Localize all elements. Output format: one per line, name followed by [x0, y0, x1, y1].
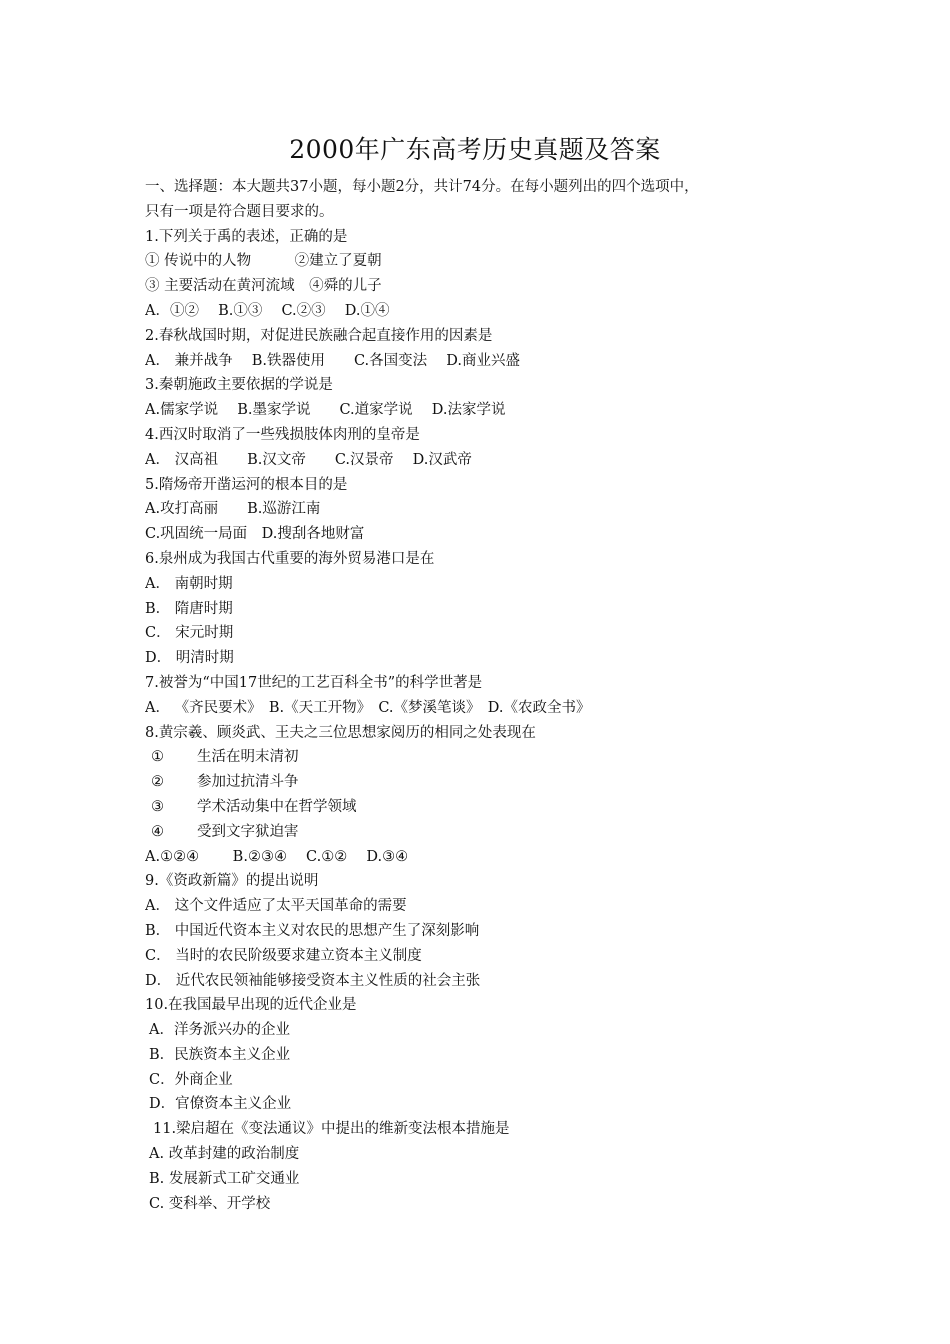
answer-options: C.巩固统一局面 D.搜刮各地财富	[145, 526, 365, 543]
question-stem: 8.黄宗羲、顾炎武、王夫之三位思想家阅历的相同之处表现在	[145, 724, 536, 741]
question-stem: 9.《资政新篇》的提出说明	[145, 873, 319, 890]
intro-line: 只有一项是符合题目要求的。	[145, 203, 334, 220]
question-stem: 1.下列关于禹的表述，正确的是	[145, 228, 348, 245]
answer-option: D．官僚资本主义企业	[149, 1096, 292, 1113]
question-stem: 6.泉州成为我国古代重要的海外贸易港口是在	[145, 550, 435, 567]
answer-option: A. 改革封建的政治制度	[149, 1146, 300, 1163]
answer-options: A.①②④ B.②③④ C.①② D.③④	[145, 848, 409, 865]
answer-option: B．民族资本主义企业	[149, 1046, 291, 1063]
answer-options: A．①② B.①③ C.②③ D.①④	[145, 302, 390, 319]
answer-option: D． 明清时期	[145, 650, 234, 667]
answer-options: A.攻打高丽 B.巡游江南	[145, 501, 321, 518]
answer-option: C. 变科举、开学校	[149, 1195, 271, 1212]
question-item	[145, 795, 815, 820]
intro-line: 一、选择题：本大题共37小题，每小题2分，共计74分。在每小题列出的四个选项中，	[145, 179, 699, 195]
question-item: ③ 主要活动在黄河流域 ④舜的儿子	[145, 278, 382, 295]
answer-option: A．洋务派兴办的企业	[149, 1022, 290, 1039]
answer-option: B． 中国近代资本主义对农民的思想产生了深刻影响	[145, 922, 480, 939]
answer-option: A． 这个文件适应了太平天国革命的需要	[145, 898, 407, 915]
item-number: ②	[151, 774, 164, 791]
question-stem: 4.西汉时取消了一些残损肢体肉刑的皇帝是	[145, 426, 420, 443]
answer-option: C． 宋元时期	[145, 625, 234, 642]
question-item	[145, 770, 815, 795]
question-stem: 11.梁启超在《变法通议》中提出的维新变法根本措施是	[153, 1121, 510, 1138]
item-number: ①	[151, 749, 164, 766]
question-stem: 7.被誉为“中国17世纪的工艺百科全书”的科学世著是	[145, 674, 483, 691]
answer-options: A． 兼并战争 B.铁器使用 C.各国变法 D.商业兴盛	[145, 352, 520, 369]
item-text: 生活在明末清初	[197, 749, 299, 766]
answer-option: C．外商企业	[149, 1071, 233, 1088]
answer-options: A． 汉高祖 B.汉文帝 C.汉景帝 D.汉武帝	[145, 451, 472, 468]
answer-option: B. 发展新式工矿交通业	[149, 1170, 300, 1187]
question-item	[145, 745, 815, 770]
question-item: ① 传说中的人物 ②建立了夏朝	[145, 253, 382, 270]
answer-option: D． 近代农民领袖能够接受资本主义性质的社会主张	[145, 972, 481, 989]
item-number: ④	[151, 823, 164, 840]
document-body	[145, 175, 815, 1216]
question-item	[145, 820, 815, 845]
document-title: 2000年广东高考历史真题及答案	[289, 135, 661, 164]
question-stem: 2.春秋战国时期，对促进民族融合起直接作用的因素是	[145, 327, 493, 344]
question-stem: 5.隋炀帝开凿运河的根本目的是	[145, 476, 348, 493]
answer-option: B． 隋唐时期	[145, 600, 233, 617]
item-text: 受到文字狱迫害	[197, 823, 299, 840]
question-stem: 10.在我国最早出现的近代企业是	[145, 997, 357, 1014]
item-number: ③	[151, 798, 164, 815]
item-text: 学术活动集中在哲学领域	[197, 798, 357, 815]
item-text: 参加过抗清斗争	[197, 774, 299, 791]
question-stem: 3.秦朝施政主要依据的学说是	[145, 377, 333, 394]
answer-options: A.儒家学说 B.墨家学说 C.道家学说 D.法家学说	[145, 402, 506, 419]
answer-option: A． 南朝时期	[145, 575, 233, 592]
answer-options: A． 《齐民要术》 B.《天工开物》 C.《梦溪笔谈》 D.《农政全书》	[145, 699, 591, 716]
answer-option: C． 当时的农民阶级要求建立资本主义制度	[145, 947, 422, 964]
